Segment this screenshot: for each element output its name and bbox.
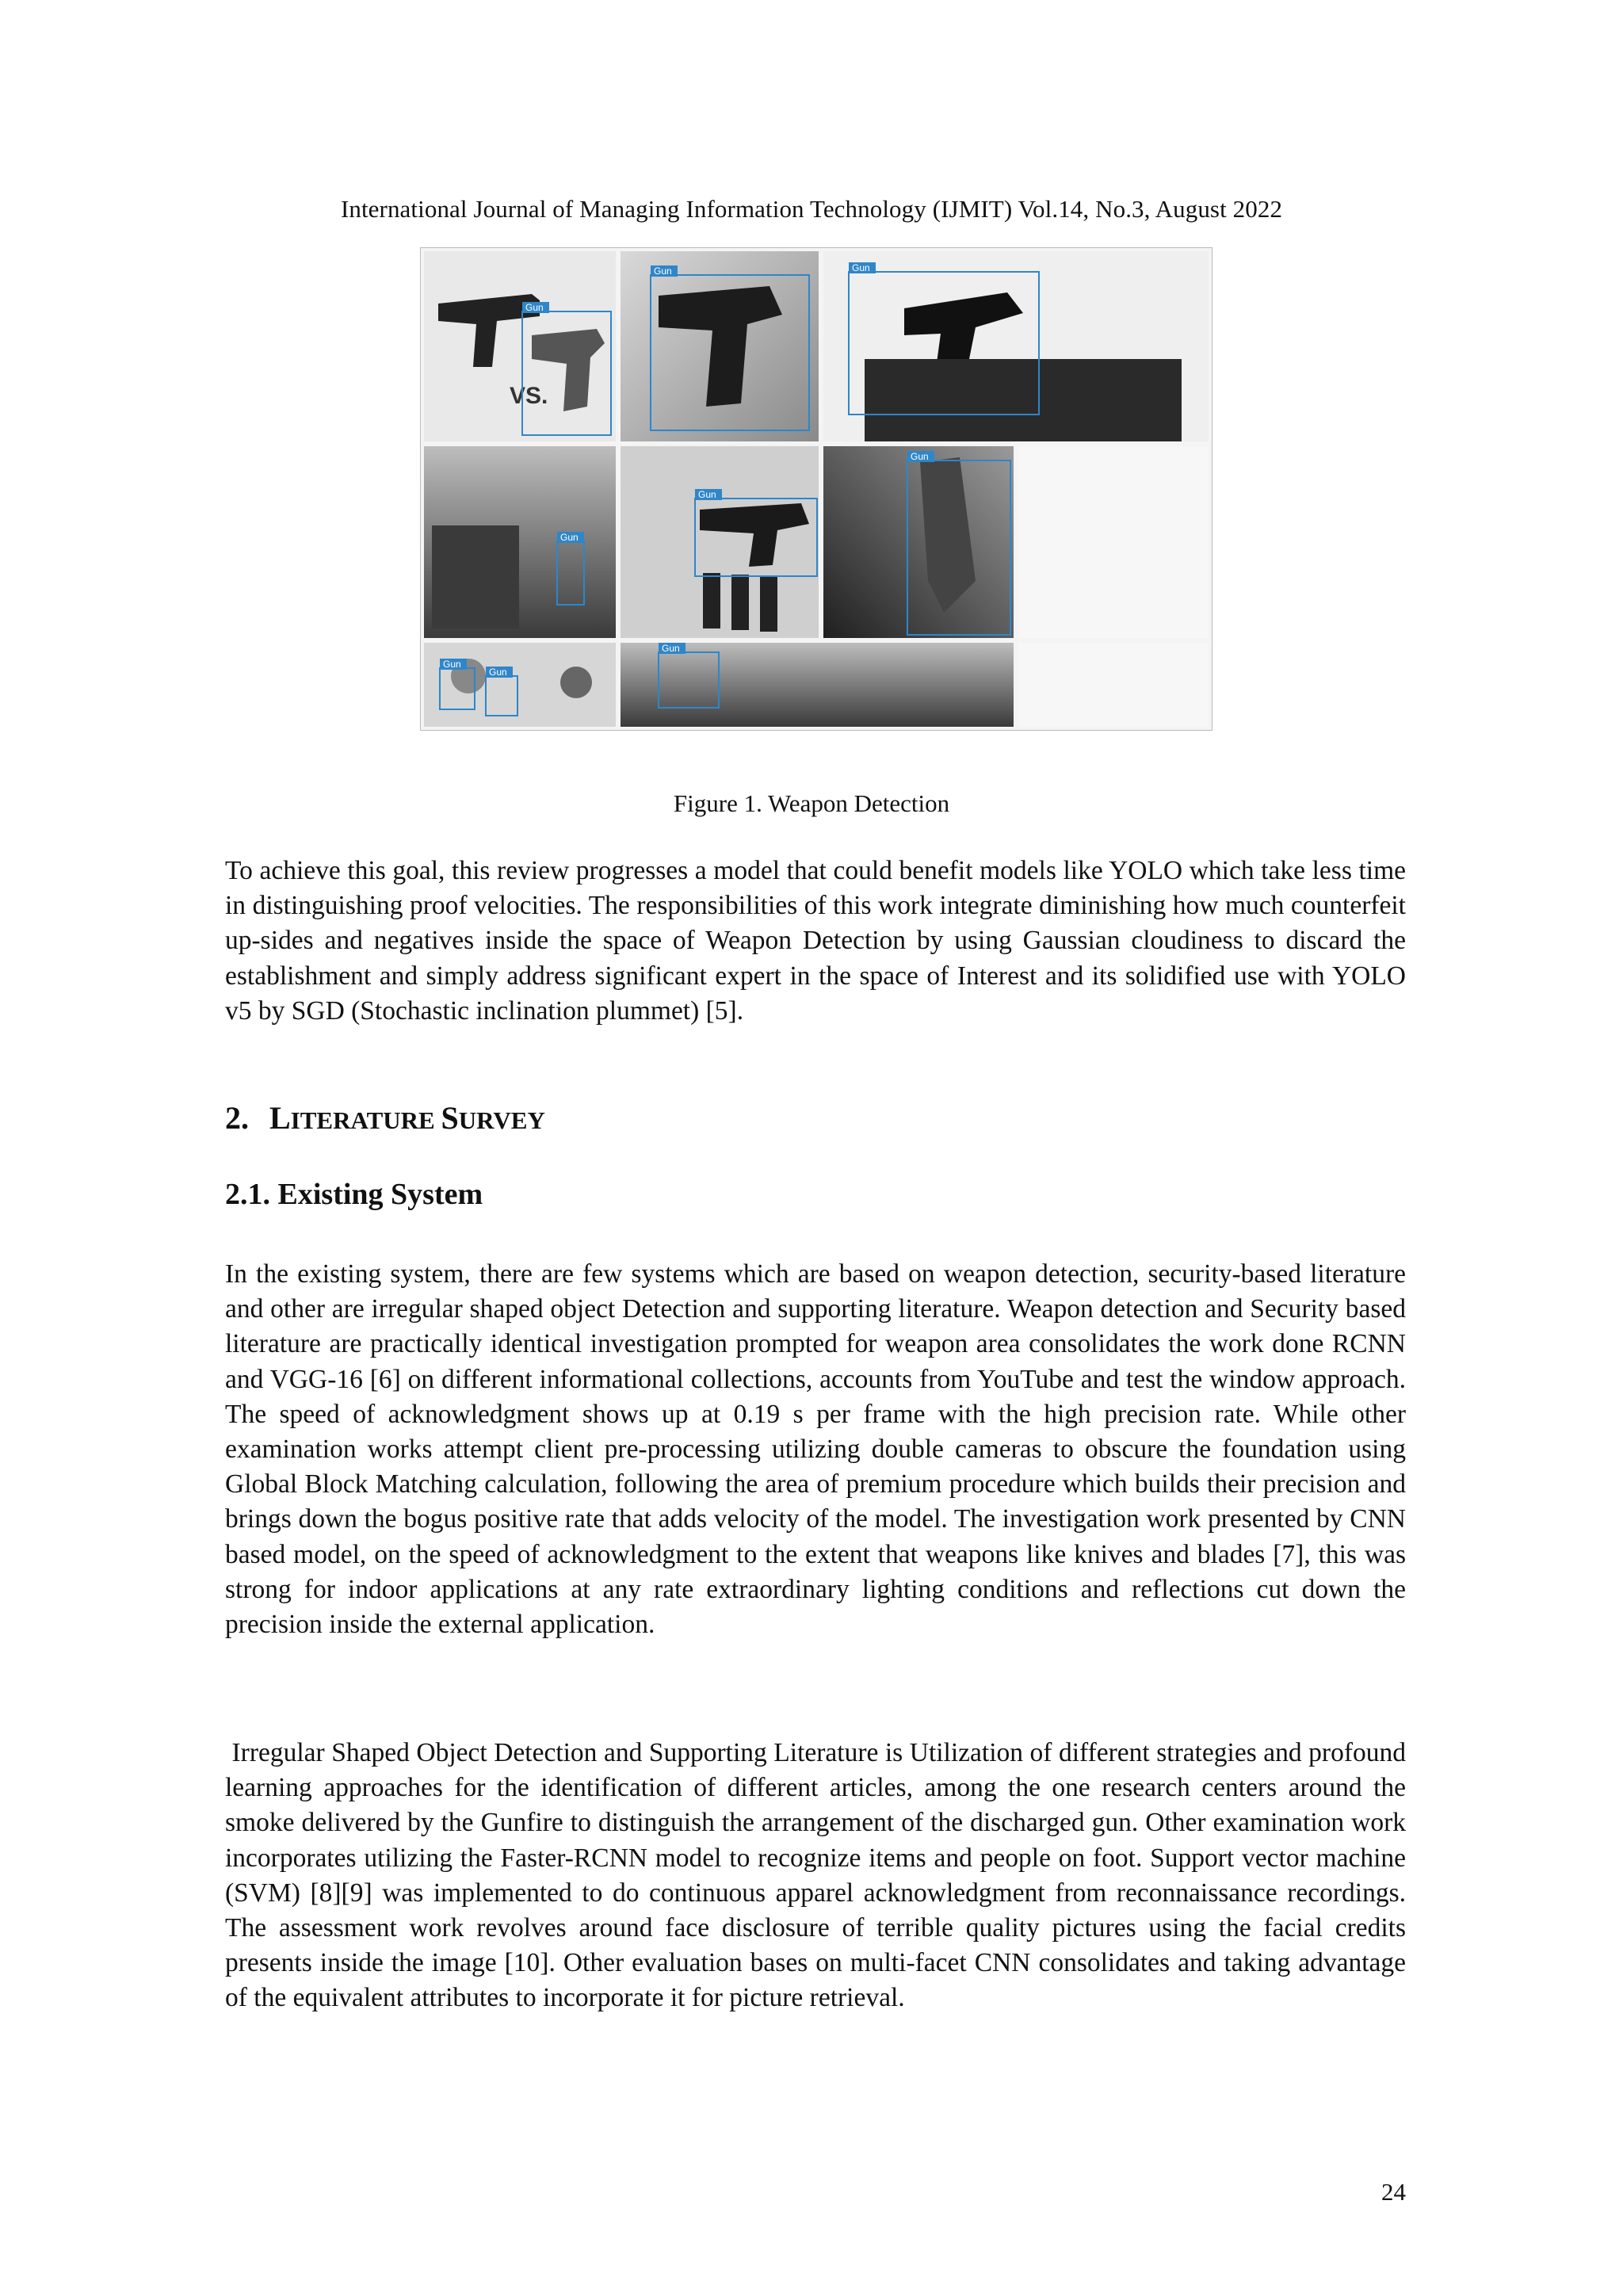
photo-panel [621,643,1014,727]
section-title-part: L [269,1100,291,1136]
weapon-detection-figure [420,247,1212,731]
detection-label: Gun [662,643,680,654]
blank-panel [1018,446,1209,638]
detection-label: Gun [560,532,579,543]
magazine [703,573,720,628]
vs-inset-text: VS. [510,383,548,409]
figure-image-grid [421,248,1212,730]
car-shape [432,525,519,628]
section-heading [225,1099,545,1137]
magazine [731,575,749,630]
detection-label: Gun [911,451,929,462]
body-paragraph: Irregular Shaped Object Detection and Supporting Literature is Utilization of different strategies and profound learning approaches for the identification of different articles, among the one research centers around the smoke delivered by the Gunfire to distinguish the arrangement of the discharged gun. Other examination work incorporates utilizing the Faster-RCNN model to recognize items and people on foot. Support vector machine (SVM) [8][9] was implemented to do continuous apparel acknowledgment from reconnaissance recordings. The assessment work revolves around face disclosure of terrible quality pictures using the facial credits presents inside the image [10]. Other evaluation bases on multi-facet CNN consolidates and taking advantage of the equivalent attributes to incorporate it for picture retrieval. [225,1738,1406,2013]
body-paragraph: In the existing system, there are few systems which are based on weapon detection, security-based literature and other are irregular shaped object Detection and supporting literature. Weapon detection and Security based literature are practically identical investigation prompted for weapon area consolidates the work done RCNN and VGG-16 [6] on different informational collections, accounts from YouTube and test the window approach. The speed of acknowledgment shows up at 0.19 s per frame with the high precision rate. While other examination works attempt client pre-processing utilizing double cameras to obscure the foundation using Global Block Matching calculation, following the area of premium procedure which builds their precision and brings down the bogus positive rate that adds velocity of the model. The investigation work presented by CNN based model, on the speed of acknowledgment to the extent that weapons like knives and blades [7], this was strong for indoor applications at any rate extraordinary lighting conditions and reflections cut down the precision inside the external application. [225,1259,1406,1640]
photo-dark-area [865,359,1182,441]
figure-caption: Figure 1. Weapon Detection [673,789,950,817]
magazine [760,576,777,632]
photo-panel [823,446,1014,638]
blank-panel [1018,643,1209,727]
section-title-part: ITERATURE [290,1106,441,1134]
detection-label: Gun [654,266,672,277]
page-number: 24 [1381,2178,1406,2206]
body-paragraph: To achieve this goal, this review progresses a model that could benefit models like YOLO which take less time in distinguishing proof velocities. The responsibilities of this work integrate diminishing how much counterfeit up-sides and negatives inside the space of Weapon Detection by using Gaussian cloudiness to discard the establishment and simply address significant expert in the space of Interest and its solidified use with YOLO v5 by SGD (Stochastic inclination plummet) [5]. [225,856,1406,1026]
person-shape [560,667,592,698]
running-header: International Journal of Managing Information Technology (IJMIT) Vol.14, No.3, August 2022 [340,195,1283,223]
subsection-heading: 2.1. Existing System [225,1178,483,1211]
section-number: 2. [225,1100,249,1136]
detection-label: Gun [443,659,461,670]
detection-label: Gun [489,667,507,678]
detection-label: Gun [525,302,544,313]
section-title-part: URVEY [458,1106,545,1134]
section-title-part: S [441,1100,459,1136]
detection-label: Gun [852,262,870,273]
detection-label: Gun [698,489,716,500]
